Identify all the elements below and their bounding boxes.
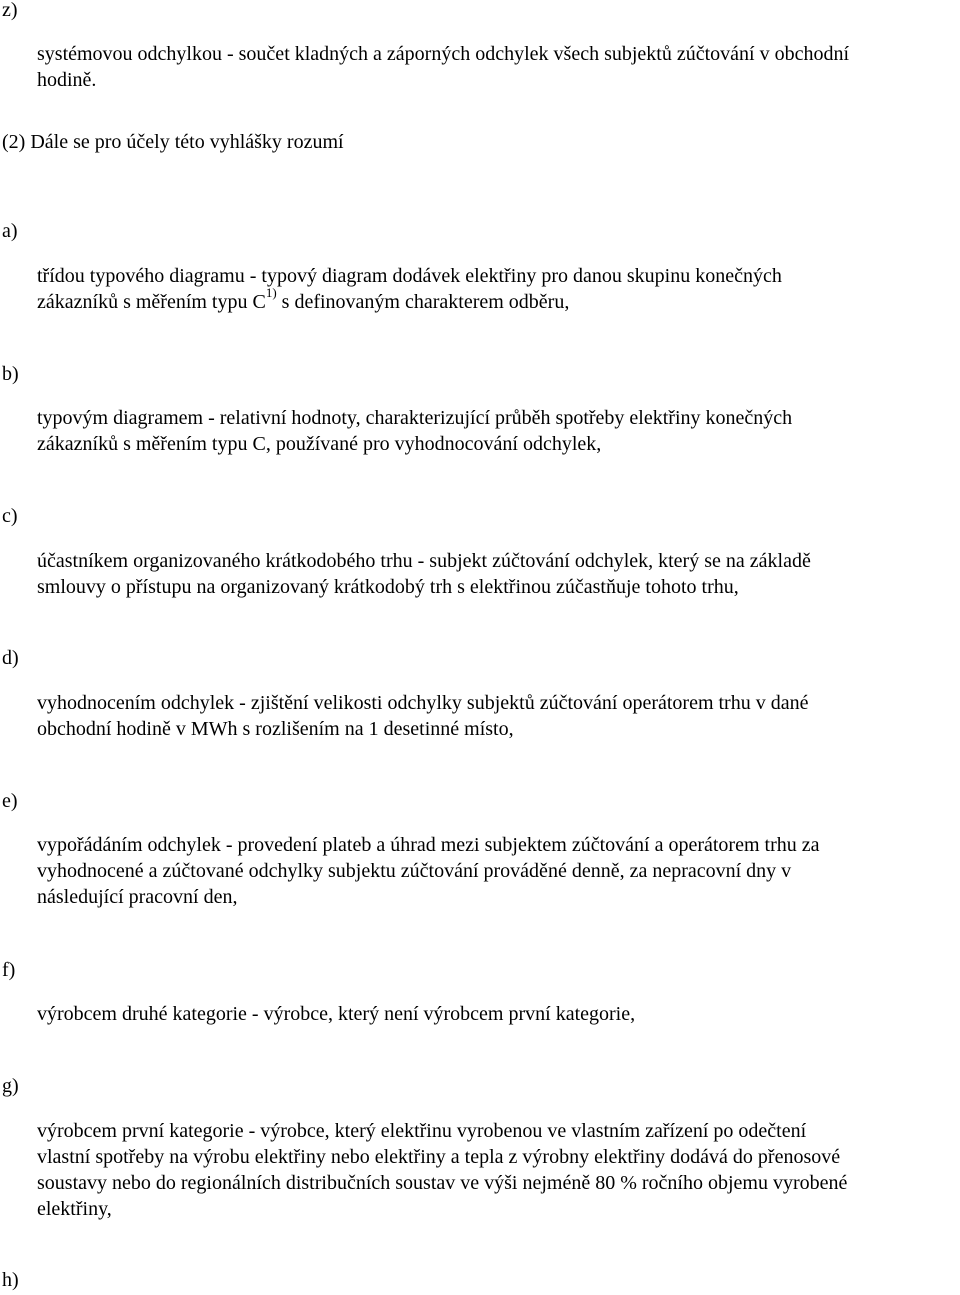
definition-e-line-3: následující pracovní den, (37, 886, 238, 908)
definition-e (37, 832, 959, 910)
item-label-z: z) (2, 0, 18, 21)
item-label-b: b) (2, 363, 19, 385)
definition-g (37, 1118, 959, 1222)
footnote-reference: 1) (265, 285, 277, 301)
definition-d-line-2: obchodní hodině v MWh s rozlišením na 1 desetinné místo, (37, 718, 514, 740)
definition-g-line-3: soustavy nebo do regionálních distribučních soustav ve výši nejméně 80 % ročního objemu vyrobené (37, 1172, 848, 1194)
definition-z (37, 41, 959, 93)
item-label-f: f) (2, 959, 16, 981)
definition-a-line-2-start: zákazníků s měřením typu C (37, 291, 266, 313)
definition-b-line-1: typovým diagramem - relativní hodnoty, charakterizující průběh spotřeby elektřiny konečných (37, 407, 793, 429)
definition-b-line-2: zákazníků s měřením typu C, používané pro vyhodnocování odchylek, (37, 433, 602, 455)
definition-d-line-1: vyhodnocením odchylek - zjištění velikosti odchylky subjektů zúčtování operátorem trhu v dané (37, 692, 809, 714)
definition-d (37, 690, 959, 742)
definition-g-line-1: výrobcem první kategorie - výrobce, který elektřinu vyrobenou ve vlastním zařízení po odečtení (37, 1120, 807, 1142)
definition-f (37, 1001, 959, 1027)
item-label-d: d) (2, 647, 19, 669)
definition-g-line-2: vlastní spotřeby na výrobu elektřiny nebo elektřiny a tepla z výrobny elektřiny dodává do přenosové (37, 1146, 841, 1168)
definition-c-line-1: účastníkem organizovaného krátkodobého trhu - subjekt zúčtování odchylek, který se na základě (37, 550, 811, 572)
item-label-a: a) (2, 220, 18, 242)
section-intro: (2) Dále se pro účely této vyhlášky rozumí (2, 131, 344, 153)
definition-a-line-1: třídou typového diagramu - typový diagram dodávek elektřiny pro danou skupinu konečných (37, 265, 782, 287)
definition-e-line-1: vypořádáním odchylek - provedení plateb a úhrad mezi subjektem zúčtování a operátorem trhu za (37, 834, 820, 856)
definition-a (37, 263, 959, 315)
definition-a-line-2-end: s definovaným charakterem odběru, (276, 291, 570, 313)
definition-g-line-4: elektřiny, (37, 1198, 112, 1220)
definition-c-line-2: smlouvy o přístupu na organizovaný krátkodobý trh s elektřinou zúčastňuje tohoto trhu, (37, 576, 739, 598)
definition-f-line-1: výrobcem druhé kategorie - výrobce, který není výrobcem první kategorie, (37, 1003, 636, 1025)
definition-a-line-2 (37, 285, 959, 315)
definition-z-line-1: systémovou odchylkou - součet kladných a záporných odchylek všech subjektů zúčtování v obchodní (37, 43, 850, 65)
item-label-g: g) (2, 1075, 19, 1097)
definition-c (37, 548, 959, 600)
item-label-e: e) (2, 790, 18, 812)
item-label-c: c) (2, 505, 18, 527)
item-label-h: h) (2, 1269, 19, 1291)
definition-e-line-2: vyhodnocené a zúčtované odchylky subjektu zúčtování prováděné denně, za nepracovní dny v (37, 860, 792, 882)
definition-b (37, 405, 959, 457)
definition-z-line-2: hodině. (37, 69, 97, 91)
